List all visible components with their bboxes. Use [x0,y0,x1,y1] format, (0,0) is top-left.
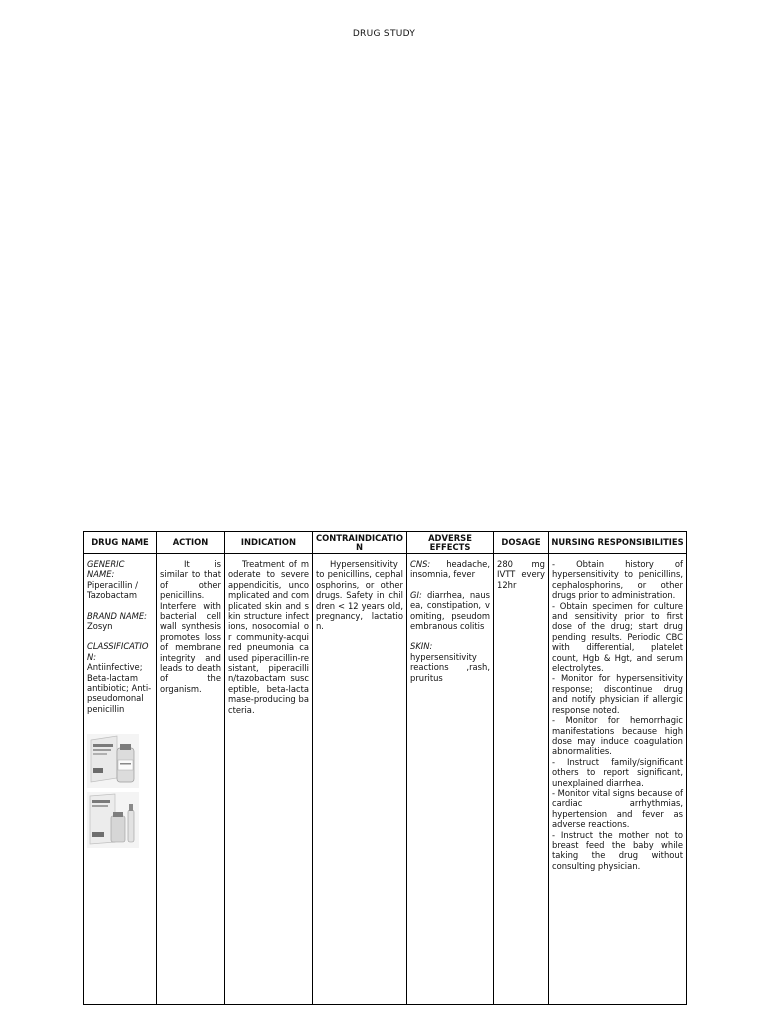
header-row [84,532,687,554]
brand-name-label: BRAND NAME: [87,610,148,621]
header-adverse-effects: ADVERSE EFFECTS [407,532,494,554]
nursing-item: - Obtain history of hypersensitivity to penicillins, cephalosphorins, or other drugs prior to administration. [552,559,683,601]
nursing-cell [549,554,687,1005]
classification-label: CLASSIFICATION: [87,641,149,662]
skin-label: SKIN: [410,641,433,652]
adverse-cns [410,559,490,580]
drug-study-table [83,531,687,1005]
nursing-item: - Monitor vital signs because of cardiac arrhythmias, hypertension and fever as adverse reactions. [552,787,683,830]
indication-cell [225,554,313,1005]
action-text: It is similar to that of other penicillins. Interfere with bacterial cell wall synthesis promotes loss of membrane integrity and leads to death of the organism. [160,559,221,694]
header-dosage: DOSAGE [494,532,549,554]
cns-label: CNS: [410,559,431,569]
page-title: DRUG STUDY [352,29,416,39]
nursing-item: - Instruct the mother not to breast feed the baby while taking the drug without consulting physician. [552,829,683,871]
header-contraindication: CONTRAINDICATION [313,532,407,554]
drug-name-cell [84,554,157,1005]
indication-text: Treatment of moderate to severe appendicitis, uncomplicated and complicated skin and skin structure infections, nosocomial or community-acquired pneumonia caused piperacillin-resistant, piperacillin/tazobactam susceptible, beta-lactamase-producing bacteria. [228,559,309,715]
nursing-item: - Instruct family/significant others to report significant, unexplained diarrhea. [552,756,683,788]
adverse-skin [410,641,490,683]
dosage-text: 280 mg IVTT every 12hr [497,559,545,590]
drug-package-image [87,734,139,788]
cns-text: headache, insomnia, fever [410,559,490,580]
adverse-gi [410,590,490,632]
generic-name-value: Piperacillin / Tazobactam [87,579,138,601]
drug-row [84,554,687,1005]
nursing-item: - Obtain specimen for culture and sensitivity prior to first dose of the drug; start drug pending results. Periodic CBC with differential, platelet count, Hgb & Hgt, and serum electrolytes. [552,600,683,674]
skin-text: hypersensitivity reactions ,rash, pruritus [410,651,490,683]
brand-name-value: Zosyn [87,621,113,632]
classification-value: Antiinfective; Beta-lactam antibiotic; Anti-pseudomonal penicillin [87,662,152,714]
contraindication-cell [313,554,407,1005]
dosage-cell [494,554,549,1005]
nursing-item: - Monitor for hypersensitivity response; discontinue drug and notify physician if allergic response noted. [552,673,683,715]
contraindication-text: Hypersensitivity to penicillins, cephalosphorins, or other drugs. Safety in children < 12 years old, pregnancy, lactation. [316,559,403,632]
header-indication: INDICATION [225,532,313,554]
nursing-item: - Monitor for hemorrhagic manifestations because high dose may induce coagulation abnormalities. [552,715,683,757]
action-cell [157,554,225,1005]
generic-name-label: GENERIC NAME: [87,559,125,580]
header-drug-name: DRUG NAME [84,532,157,554]
header-nursing: NURSING RESPONSIBILITIES [549,532,687,554]
gi-text: diarrhea, nausea, constipation, vomiting, pseudomembranous colitis [410,589,490,632]
gi-label: GI: [410,589,422,600]
drug-vial-image [87,792,139,848]
adverse-effects-cell [407,554,494,1005]
header-action: ACTION [157,532,225,554]
